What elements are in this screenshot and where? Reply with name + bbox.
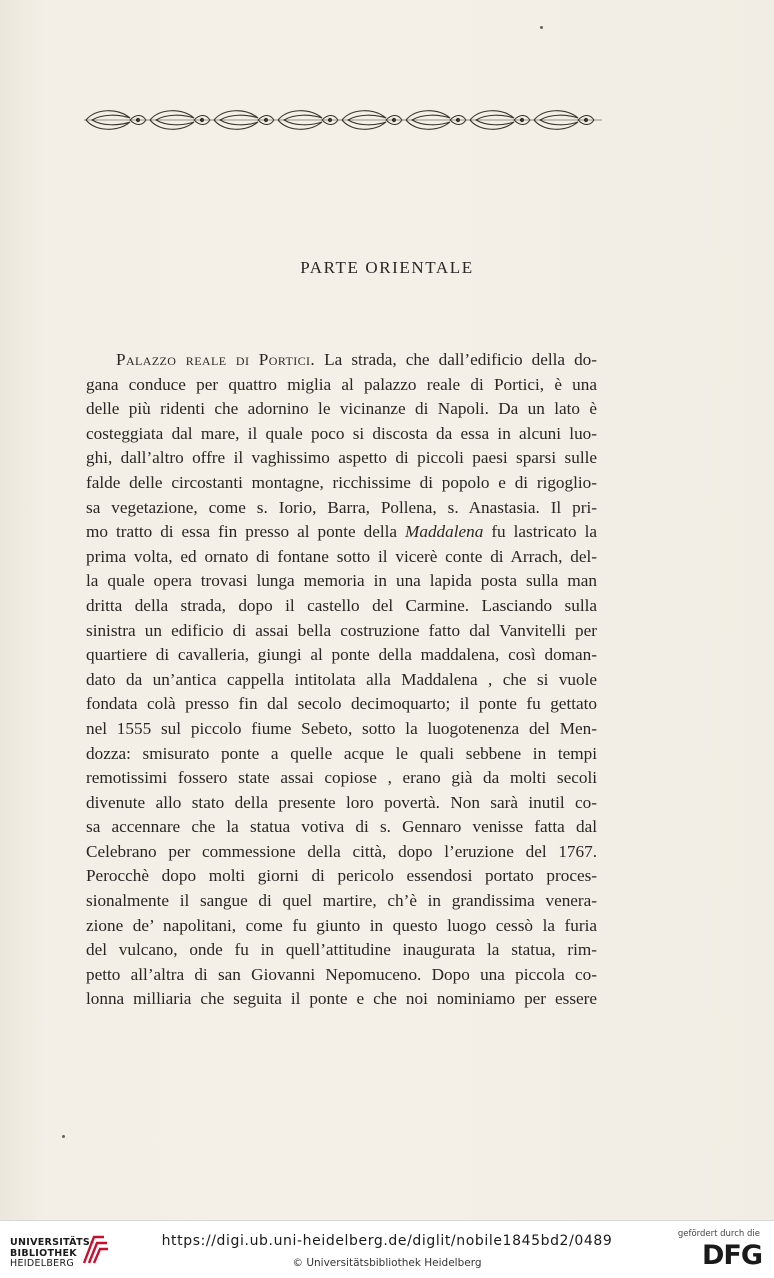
text-line: Celebrano per commessione della città, dopo l’eruzione del 1767. (86, 841, 597, 861)
text-line: la quale opera trovasi lunga memoria in una lapida posta sulla man (86, 571, 597, 591)
decorative-ornament-band (78, 104, 608, 136)
text-line: petto all’altra di san Giovanni Nepomuceno. Dopo una piccola co- (86, 964, 597, 984)
copyright-notice: © Universitätsbibliothek Heidelberg (292, 1257, 482, 1269)
text-line: sinistra un edificio di assai bella costruzione fatto dal Vanvitelli per (86, 620, 597, 640)
text-line: prima volta, ed ornato di fontane sotto il vicerè conte di Arrach, del- (86, 546, 597, 566)
text-line: dato da un’antica cappella intitolata alla Maddalena , che si vuole (86, 669, 597, 689)
paper-speck (62, 1135, 65, 1138)
text-line: quartiere di cavalleria, giungi al ponte della maddalena, così doman- (86, 645, 597, 665)
text-line: lonna milliaria che seguita il ponte e che noi nominiamo per essere (86, 989, 597, 1009)
text-line: delle più ridenti che adornino le vicinanze di Napoli. Da un lato è (86, 399, 597, 419)
permalink-url[interactable]: https://digi.ub.uni-heidelberg.de/diglit/nobile1845bd2/0489 (161, 1233, 613, 1249)
paper-speck (540, 26, 543, 29)
text-line: gana conduce per quattro miglia al palazzo reale di Portici, è una (86, 374, 597, 394)
text-line: sionalmente il sangue di quel martire, ch’è in grandissima venera- (86, 891, 597, 911)
text-line: sa vegetazione, come s. Iorio, Barra, Pollena, s. Anastasia. Il pri- (86, 497, 597, 517)
text-line: divenute allo stato della presente loro povertà. Non sarà inutil co- (86, 792, 597, 812)
text-line: del vulcano, onde fu in quell’attitudine inaugurata la statua, rim- (86, 940, 597, 960)
text-line: Palazzo reale di Portici. La strada, che dall’edificio della do- (116, 350, 597, 369)
section-title: PARTE ORIENTALE (300, 258, 474, 277)
text-line: Perocchè dopo molti giorni di pericolo essendosi portato proces- (86, 866, 597, 886)
viewer-footer (0, 1220, 774, 1278)
text-line: dozza: smisurato ponte a quelle acque le quali sebbene in tempi (86, 743, 597, 763)
text-line: nel 1555 sul piccolo fiume Sebeto, sotto la luogotenenza del Men- (86, 718, 597, 738)
body-paragraph (86, 348, 597, 1012)
paragraph-lead: Palazzo reale di Portici. (116, 350, 316, 369)
text-line: sa accennare che la statua votiva di s. Gennaro venisse fatta dal (86, 817, 597, 837)
dfg-logo: DFG (701, 1240, 762, 1271)
text-line: remotissimi fossero state assai copiose , erano già da molti secoli (86, 768, 597, 788)
text-line: zione de’ napolitani, come fu giunto in questo luogo cessò la furia (86, 915, 597, 935)
italic-term: Maddalena (405, 522, 484, 542)
text-line: costeggiata dal mare, il quale poco si discosta da essa in alcuni luo- (86, 423, 597, 443)
library-logo-text: UNIVERSITÄTS- BIBLIOTHEK HEIDELBERG (10, 1237, 95, 1269)
text-line: dritta della strada, dopo il castello del Carmine. Lasciando sulla (86, 595, 597, 615)
text-line: mo tratto di essa fin presso al ponte della Maddalena fu lastricato la (86, 522, 597, 542)
funder-note: gefördert durch die (677, 1229, 760, 1239)
text-line: fondata colà presso fin dal secolo decimoquarto; il ponte fu gettato (86, 694, 597, 714)
text-line: ghi, dall’altro offre il vaghissimo aspetto di piccoli paesi sparsi sulle (86, 448, 597, 468)
text-line: falde delle circostanti montagne, ricchissime di popolo e di rigoglio- (86, 472, 597, 492)
